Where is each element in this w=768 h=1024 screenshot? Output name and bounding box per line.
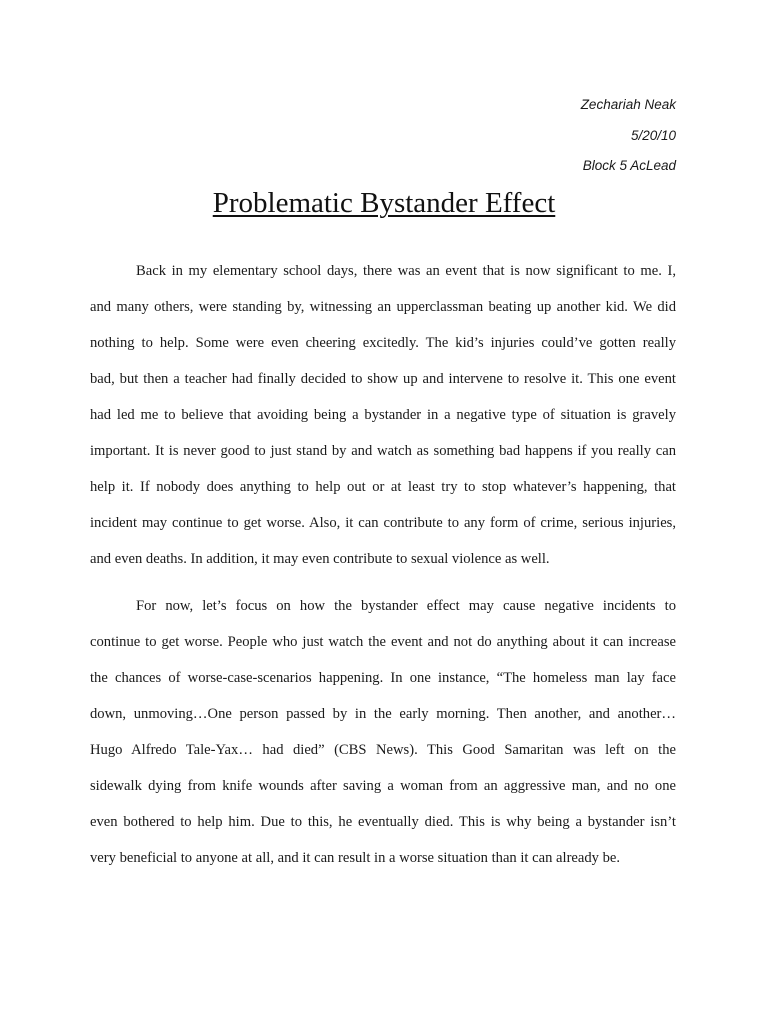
paragraph-line: the chances of worse-case-scenarios happening. In one instance, “The homeless man lay face <box>90 670 676 686</box>
paragraph-2 <box>90 588 676 876</box>
paragraph-line: sidewalk dying from knife wounds after saving a woman from an aggressive man, and no one <box>90 778 676 794</box>
paragraph-line: even bothered to help him. Due to this, he eventually died. This is why being a bystander isn’t <box>90 814 676 830</box>
paragraph-line: help it. If nobody does anything to help out or at least try to stop whatever’s happening, that <box>90 479 676 495</box>
paragraph-line: bad, but then a teacher had finally decided to show up and intervene to resolve it. This one event <box>90 371 676 387</box>
paragraph-line: and even deaths. In addition, it may even contribute to sexual violence as well. <box>90 551 550 567</box>
paragraph-line: For now, let’s focus on how the bystander effect may cause negative incidents to <box>136 598 676 614</box>
class-block: Block 5 AcLead <box>582 158 676 173</box>
paragraph-line: and many others, were standing by, witnessing an upperclassman beating up another kid. We did <box>90 299 676 315</box>
paragraph-line: very beneficial to anyone at all, and it can result in a worse situation than it can already be. <box>90 850 621 866</box>
paragraph-line: incident may continue to get worse. Also, it can contribute to any form of crime, serious injuries, <box>90 515 676 531</box>
paragraph-line: nothing to help. Some were even cheering excitedly. The kid’s injuries could’ve gotten really <box>90 335 676 351</box>
essay-header <box>581 90 676 182</box>
essay-date: 5/20/10 <box>630 127 676 143</box>
paragraph-line: continue to get worse. People who just watch the event and not do anything about it can increase <box>90 634 676 650</box>
paragraph-line: had led me to believe that avoiding being a bystander in a negative type of situation is gravely <box>90 407 676 423</box>
paragraph-line: Hugo Alfredo Tale-Yax… had died” (CBS News). This Good Samaritan was left on the <box>90 742 676 758</box>
paragraph-line: Back in my elementary school days, there was an event that is now significant to me. I, <box>136 263 676 279</box>
paragraph-line: important. It is never good to just stand by and watch as something bad happens if you really can <box>90 443 676 459</box>
paragraph-1 <box>90 253 676 577</box>
author-name: Zechariah Neak <box>580 97 676 112</box>
essay-title: Problematic Bystander Effect <box>212 187 556 219</box>
paragraph-line: down, unmoving…One person passed by in the early morning. Then another, and another… <box>90 706 676 722</box>
